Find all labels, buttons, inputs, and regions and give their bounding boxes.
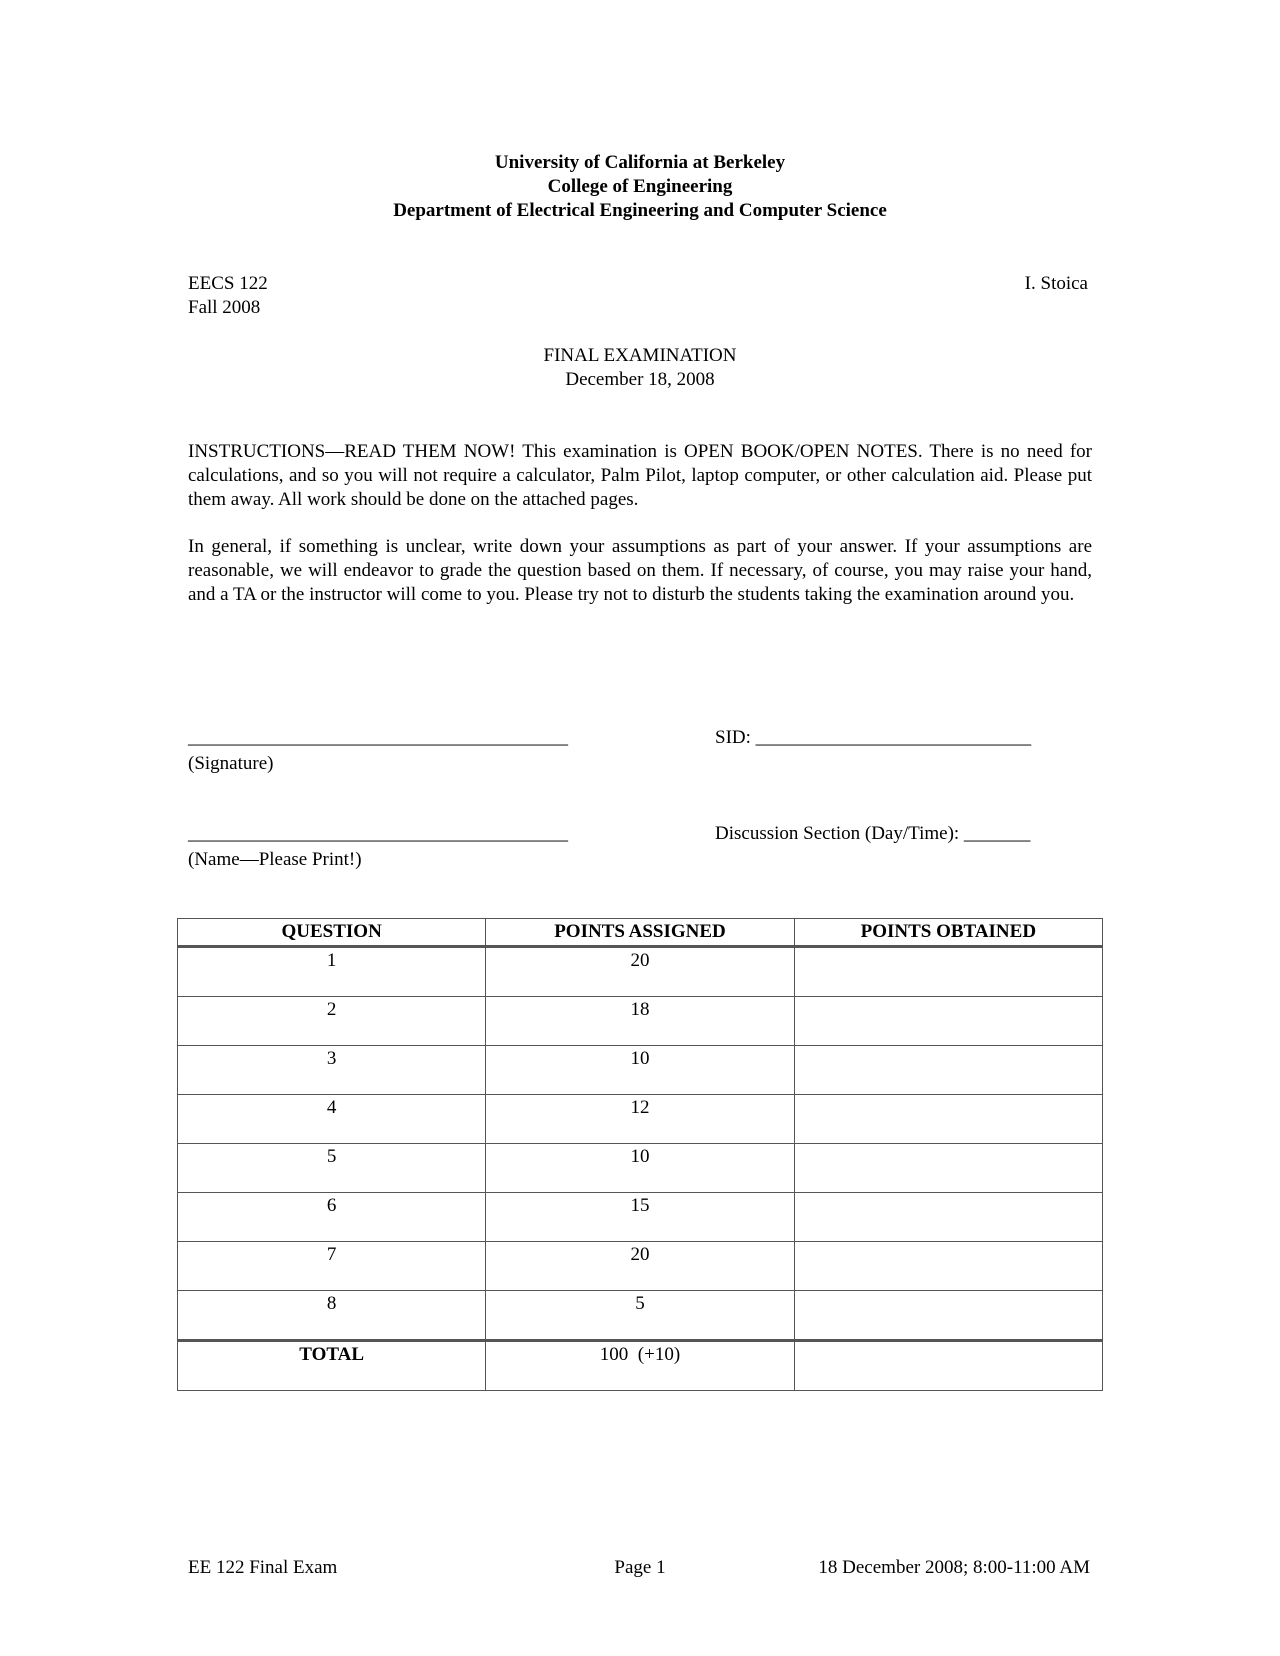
university-name: University of California at Berkeley [494,152,786,173]
course-term: Fall 2008 [188,297,261,318]
sid-field[interactable]: SID: _____________________________ [715,727,1032,748]
column-header-points-obtained: POINTS OBTAINED [794,919,1102,947]
question-number: 1 [178,947,486,997]
course-info [188,272,268,320]
points-assigned: 20 [486,947,794,997]
points-obtained[interactable] [794,1291,1102,1341]
table-header-row [178,919,1103,947]
points-assigned: 18 [486,997,794,1046]
table-row [178,1242,1103,1291]
points-assigned: 10 [486,1046,794,1095]
footer-course: EE 122 Final Exam [188,1557,338,1578]
college-name: College of Engineering [547,176,733,197]
points-obtained[interactable] [794,997,1102,1046]
department-name: Department of Electrical Engineering and Computer Science [393,200,887,221]
column-header-points-assigned: POINTS ASSIGNED [486,919,794,947]
points-obtained[interactable] [794,1095,1102,1144]
points-assigned: 15 [486,1193,794,1242]
discussion-section-field[interactable]: Discussion Section (Day/Time): _______ [715,823,1031,844]
name-label: (Name—Please Print!) [188,849,362,870]
exam-date: December 18, 2008 [565,369,715,390]
instructor-name: I. Stoica [1024,273,1088,294]
score-table [177,918,1103,1391]
total-points-assigned: 100 (+10) [486,1341,794,1391]
table-row [178,1291,1103,1341]
table-row [178,1144,1103,1193]
points-obtained[interactable] [794,1144,1102,1193]
instructions-paragraph-1: INSTRUCTIONS—READ THEM NOW! This examination is OPEN BOOK/OPEN NOTES. There is no need for calculations, and so you will not require a calculator, Palm Pilot, laptop computer, or other calculation aid. Please put them away. All work should be done on the attached pages. [188,441,1092,510]
total-points-obtained[interactable] [794,1341,1102,1391]
table-row [178,1046,1103,1095]
signature-line[interactable]: ________________________________________ [188,727,568,748]
exam-title: FINAL EXAMINATION [543,345,737,366]
total-row [178,1341,1103,1391]
points-obtained[interactable] [794,1046,1102,1095]
points-assigned: 12 [486,1095,794,1144]
table-row [178,947,1103,997]
question-number: 4 [178,1095,486,1144]
name-line[interactable]: ________________________________________ [188,823,568,844]
question-number: 7 [178,1242,486,1291]
course-code: EECS 122 [188,273,268,294]
points-obtained[interactable] [794,1193,1102,1242]
question-number: 8 [178,1291,486,1341]
signature-label: (Signature) [188,753,274,774]
points-assigned: 10 [486,1144,794,1193]
total-label: TOTAL [178,1341,486,1391]
points-assigned: 20 [486,1242,794,1291]
footer-date-time: 18 December 2008; 8:00-11:00 AM [818,1557,1090,1578]
question-number: 3 [178,1046,486,1095]
university-header [0,151,1280,223]
table-row [178,1095,1103,1144]
points-obtained[interactable] [794,947,1102,997]
footer-page-number: Page 1 [614,1557,666,1578]
question-number: 2 [178,997,486,1046]
column-header-question: QUESTION [178,919,486,947]
table-row [178,1193,1103,1242]
points-obtained[interactable] [794,1242,1102,1291]
question-number: 6 [178,1193,486,1242]
exam-title-block [0,344,1280,392]
points-assigned: 5 [486,1291,794,1341]
instructions-paragraph-2: In general, if something is unclear, write down your assumptions as part of your answer. If your assumptions are reasonable, we will endeavor to grade the question based on them. If necessary, of course, you may raise your hand, and a TA or the instructor will come to you. Please try not to disturb the students taking the examination around you. [188,536,1092,605]
table-row [178,997,1103,1046]
question-number: 5 [178,1144,486,1193]
